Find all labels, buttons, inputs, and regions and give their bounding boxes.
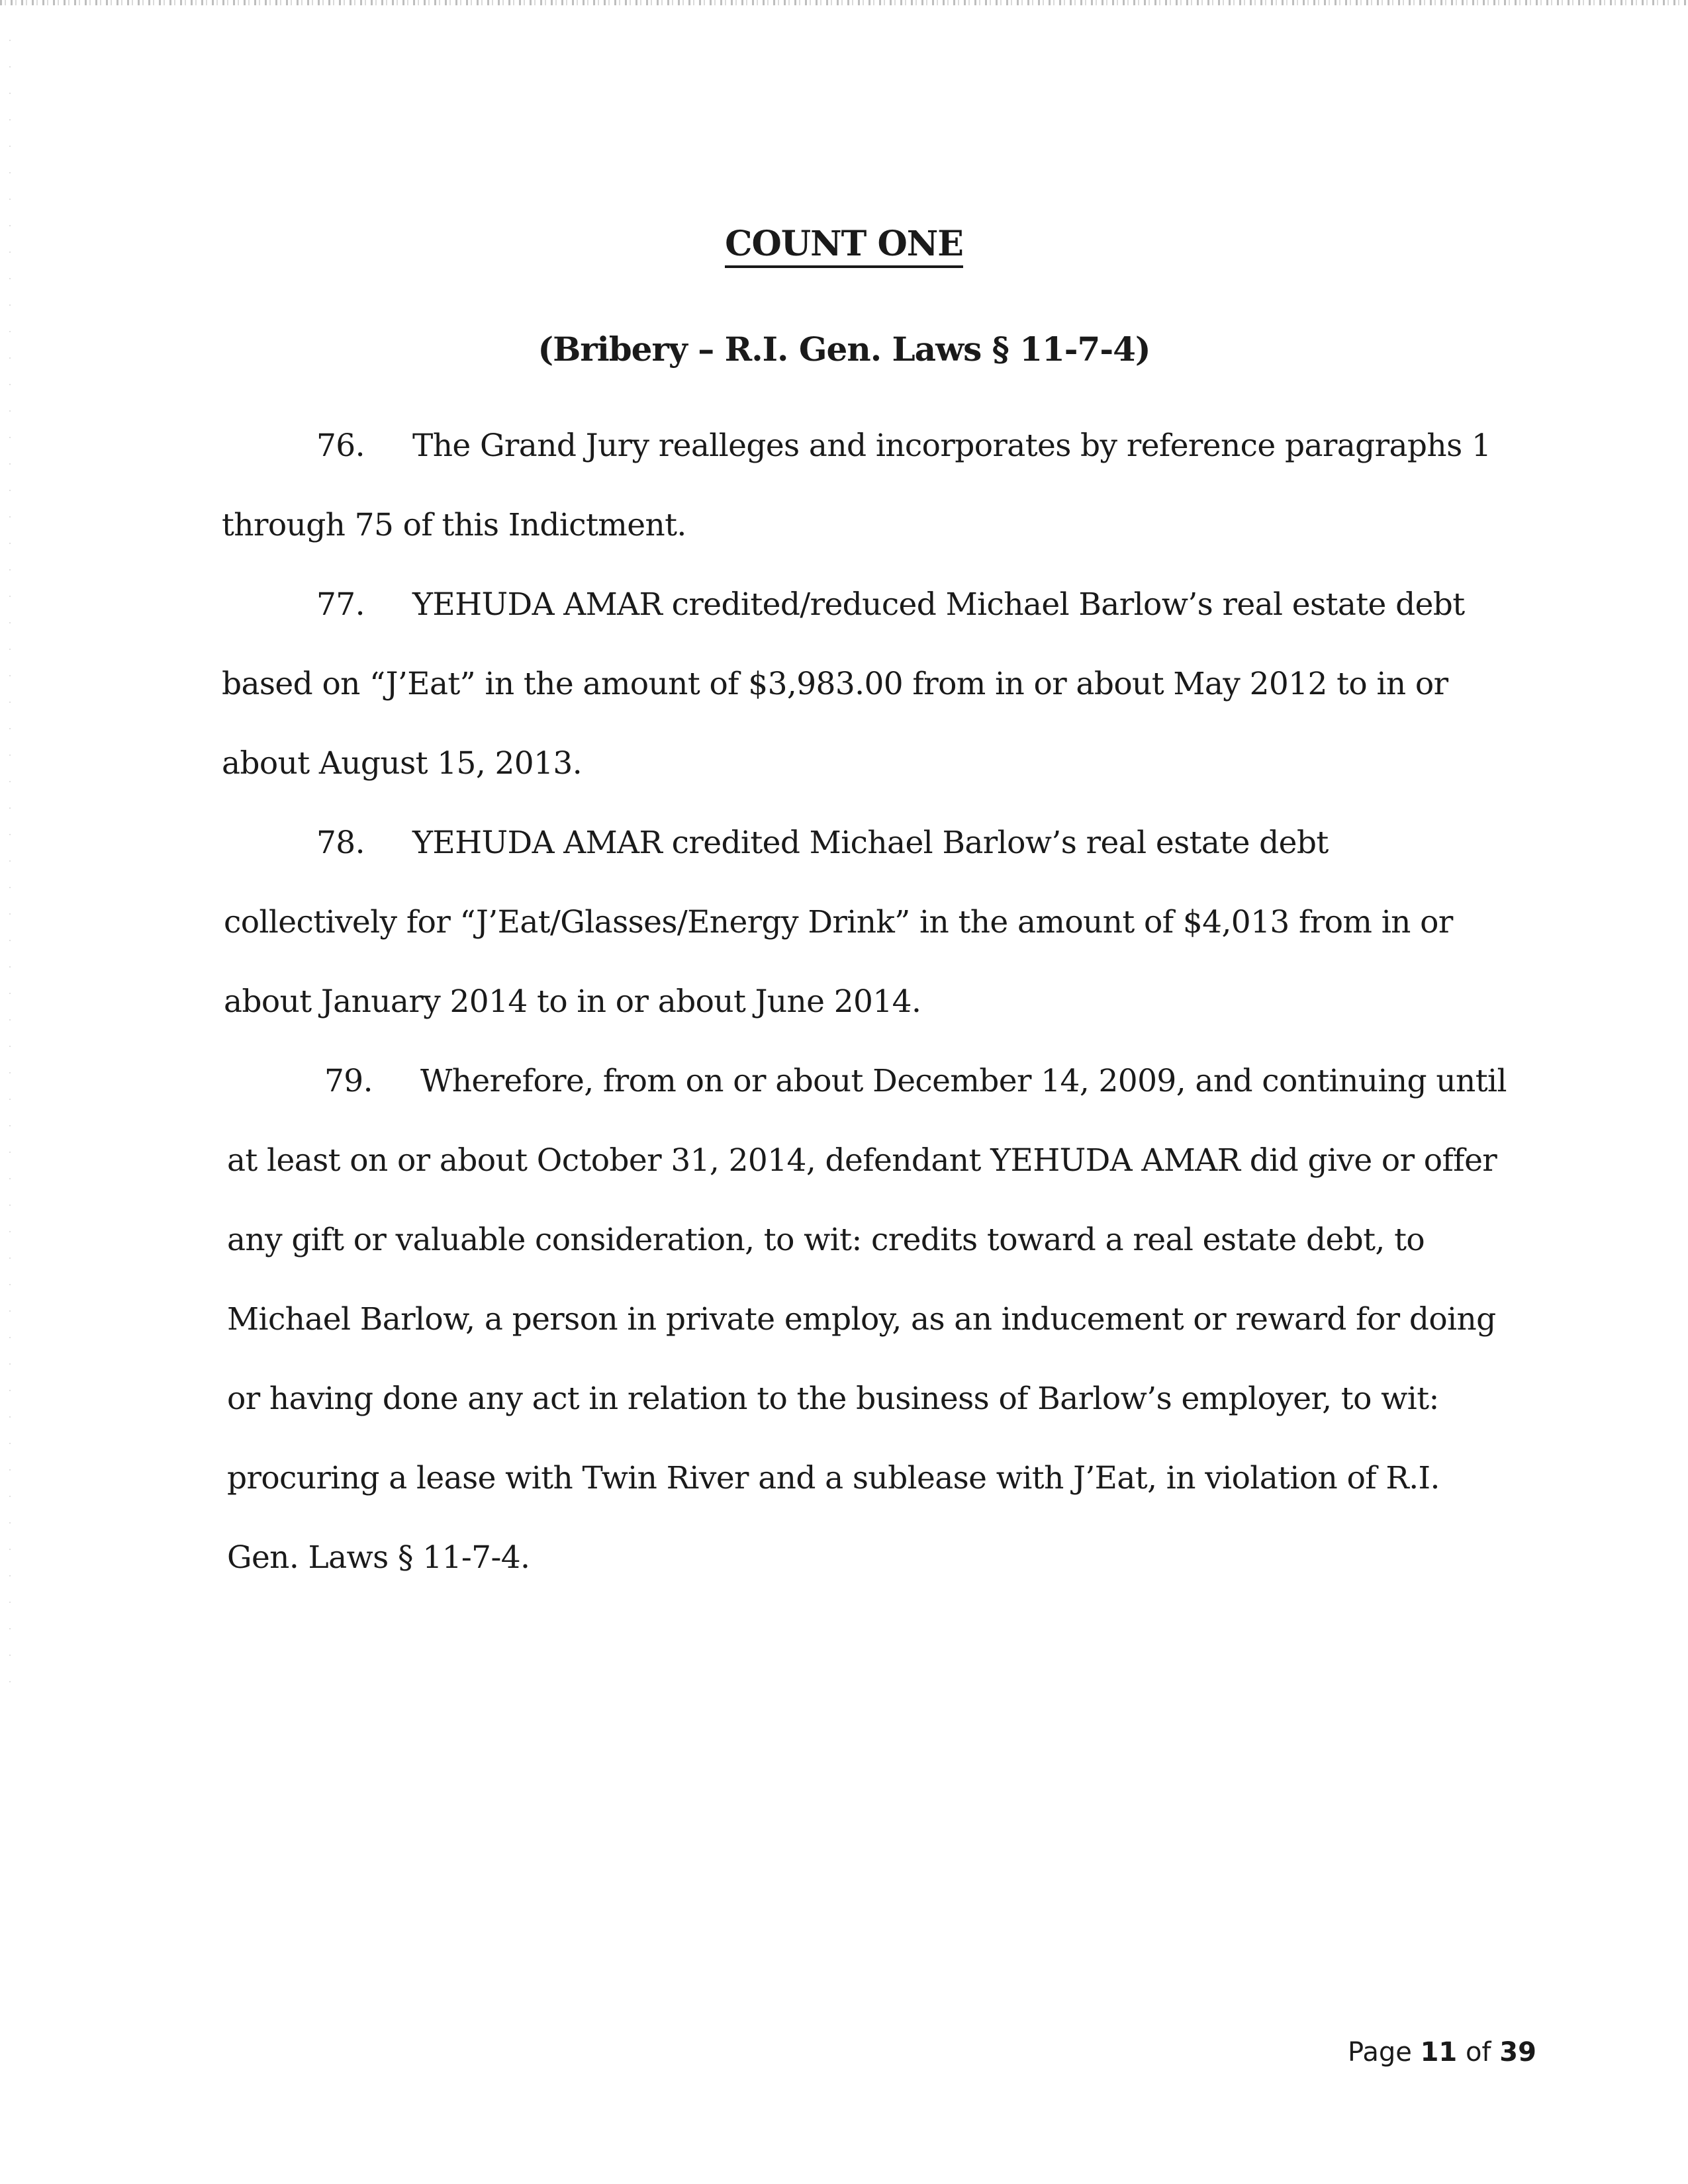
page-current: 11 xyxy=(1420,2037,1458,2068)
paragraph-78-line-2: collectively for “J’Eat/Glasses/Energy Drink” in the amount of $4,013 from in or xyxy=(224,904,1453,940)
paragraph-79-line-7: Gen. Laws § 11-7-4. xyxy=(227,1539,530,1576)
paragraph-79-line-6: procuring a lease with Twin River and a sublease with J’Eat, in violation of R.I. xyxy=(227,1460,1440,1496)
paragraph-77-line-1: 77. YEHUDA AMAR credited/reduced Michael Barlow’s real estate debt xyxy=(316,585,1465,625)
paragraph-79-line-3: any gift or valuable consideration, to wit: credits toward a real estate debt, to xyxy=(227,1222,1425,1258)
paragraph-77-line-3: about August 15, 2013. xyxy=(222,745,583,782)
count-title-text: COUNT ONE xyxy=(725,224,963,268)
scan-artifact-top xyxy=(0,0,1688,5)
paragraph-79-line-1: 79. Wherefore, from on or about December 14, 2009, and continuing until xyxy=(324,1062,1507,1101)
scan-artifact-left xyxy=(9,40,11,1694)
paragraph-79-line-5: or having done any act in relation to the business of Barlow’s employer, to wit: xyxy=(227,1381,1439,1417)
of-label: of xyxy=(1465,2037,1491,2068)
page-label: Page xyxy=(1348,2037,1412,2068)
paragraph-77-line-2: based on “J’Eat” in the amount of $3,983.00 from in or about May 2012 to in or xyxy=(222,666,1448,702)
page-number-footer xyxy=(1348,2037,1536,2068)
paragraph-number: 76. xyxy=(316,428,365,464)
count-subtitle: (Bribery – R.I. Gen. Laws § 11-7-4) xyxy=(538,330,1150,369)
paragraph-number: 79. xyxy=(324,1063,373,1099)
count-title xyxy=(0,224,1688,264)
paragraph-78-line-1: 78. YEHUDA AMAR credited Michael Barlow’s real estate debt xyxy=(316,823,1329,863)
paragraph-76-line-1: 76. The Grand Jury realleges and incorporates by reference paragraphs 1 xyxy=(316,426,1491,466)
paragraph-79-line-2: at least on or about October 31, 2014, defendant YEHUDA AMAR did give or offer xyxy=(227,1142,1497,1179)
paragraph-79-line-4: Michael Barlow, a person in private employ, as an inducement or reward for doing xyxy=(227,1301,1496,1338)
paragraph-number: 78. xyxy=(316,825,365,861)
paragraph-76-line-2: through 75 of this Indictment. xyxy=(222,507,686,543)
paragraph-78-line-3: about January 2014 to in or about June 2014. xyxy=(224,983,921,1020)
page-total: 39 xyxy=(1499,2037,1536,2068)
paragraph-number: 77. xyxy=(316,586,365,623)
